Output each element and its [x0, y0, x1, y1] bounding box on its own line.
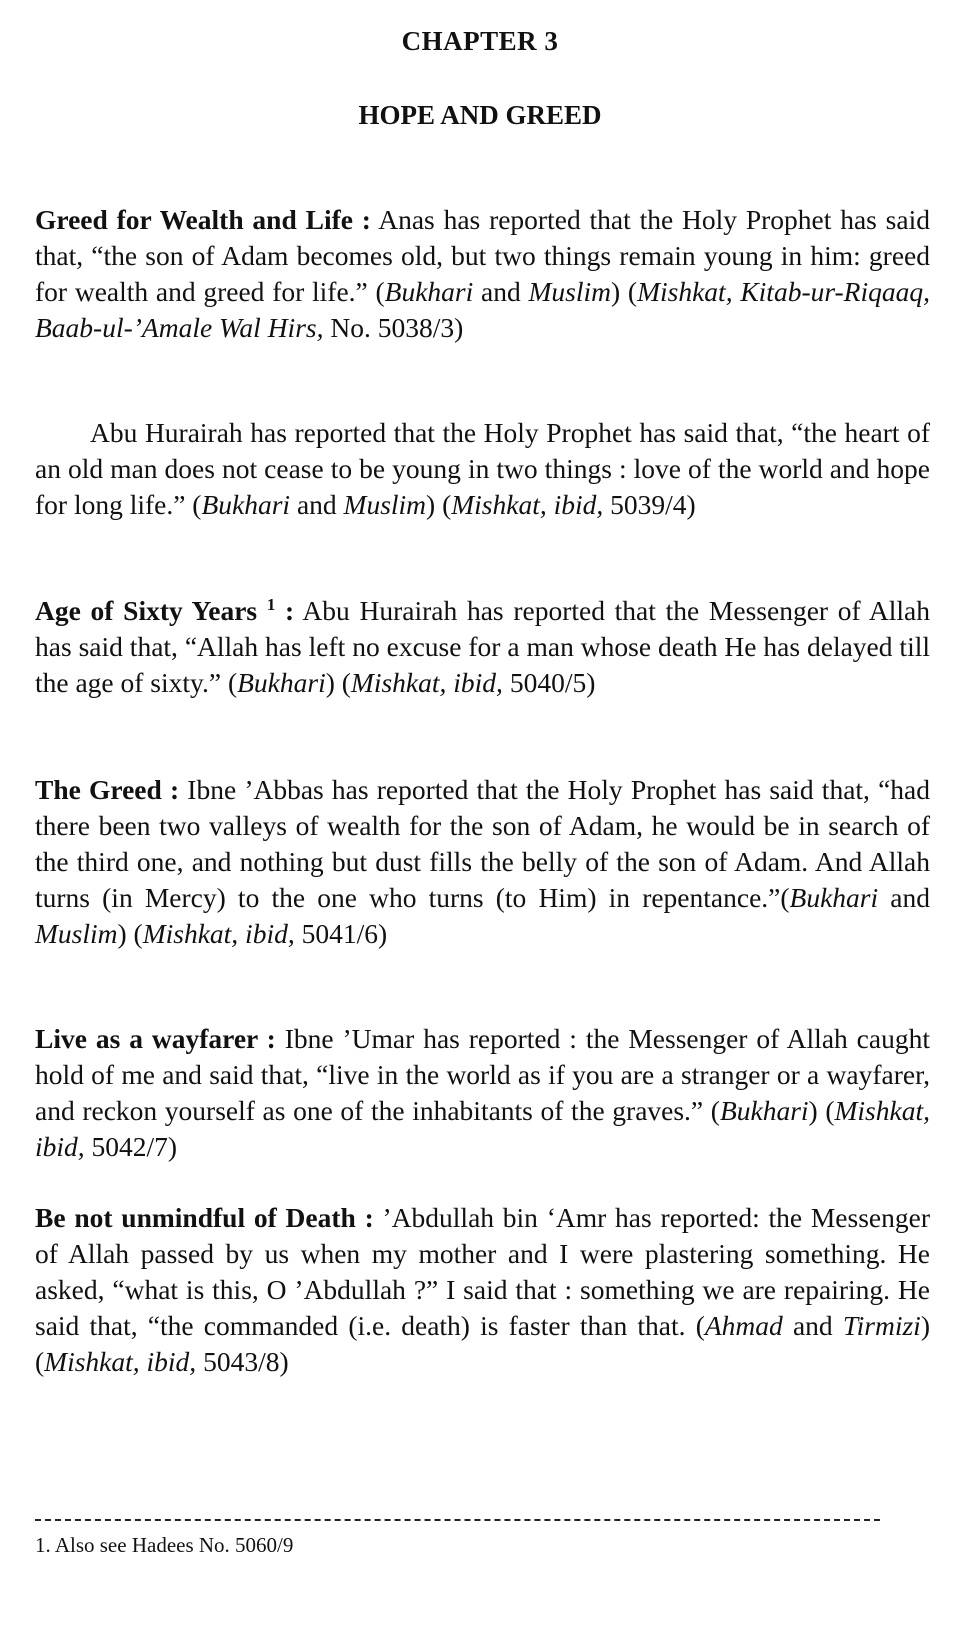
paragraph-text: and: [290, 489, 344, 520]
paragraph-text: ) (: [808, 1095, 835, 1126]
paragraph-text: ) (: [117, 918, 143, 949]
paragraph-text: 5039/4): [603, 489, 696, 520]
paragraph-text: Anas has reported that the Holy Prophet has said that, “the son of Adam becomes old, but two things remain young in him: greed for wealth and greed for life.” (: [35, 204, 930, 307]
chapter-number: CHAPTER 3: [401, 26, 559, 56]
paragraph-text: ) (: [35, 1310, 930, 1377]
citation-text: Mishkat, ibid,: [44, 1346, 197, 1377]
paragraph-text: No. 5038/3): [323, 312, 464, 343]
paragraph-heading: Be not unmindful of Death :: [35, 1202, 374, 1233]
paragraph-text: ) (: [611, 276, 638, 307]
paragraph-heading-end: :: [275, 595, 295, 626]
citation-text: Mishkat, ibid,: [451, 489, 604, 520]
citation-text: Tirmizi: [842, 1310, 921, 1341]
paragraph-heading: The Greed :: [35, 774, 180, 805]
citation-text: Bukhari: [789, 882, 879, 913]
paragraph-heading: Greed for Wealth and Life :: [35, 204, 371, 235]
paragraph-text: Ibne ’Abbas has reported that the Holy Prophet has said that, “had there been two valleys of wealth for the son of Adam, he would be in search of the third one, and nothing but dust fills the belly of the son of Adam. And Allah turns (in Mercy) to the one who turns (to Him) in repentance.”(: [35, 774, 930, 913]
citation-text: Bukhari: [201, 489, 291, 520]
paragraph-text: and: [782, 1310, 843, 1341]
citation-text: Bukhari: [384, 276, 474, 307]
citation-text: Bukhari: [237, 667, 326, 698]
citation-text: Ahmad: [704, 1310, 783, 1341]
citation-text: Mishkat, ibid,: [35, 1095, 930, 1162]
footnote-divider: [35, 1519, 880, 1521]
paragraph-text: Ibne ’Umar has reported : the Messenger of Allah caught hold of me and said that, “live in the world as if you are a stranger or a wayfarer, and reckon yourself as one of the inhabitants of the graves.” (: [35, 1023, 930, 1126]
paragraph-live-as-wayfarer: [35, 1021, 930, 1165]
chapter-title: HOPE AND GREED: [358, 100, 602, 130]
citation-text: Muslim: [35, 918, 118, 949]
paragraph-text: 5042/7): [84, 1131, 178, 1162]
paragraph-text: ) (: [325, 667, 351, 698]
paragraph-heading: Age of Sixty Years: [35, 595, 258, 626]
citation-text: Mishkat, Kitab-ur-Riqaaq, Baab-ul-’Amale Wal Hirs,: [35, 276, 930, 343]
footnote-text: 1. Also see Hadees No. 5060/9: [35, 1533, 294, 1557]
citation-text: Mishkat, ibid,: [350, 667, 503, 698]
paragraph-text: 5041/6): [294, 918, 388, 949]
paragraph-age-of-sixty: [35, 593, 930, 701]
paragraph-unmindful-of-death: [35, 1200, 930, 1380]
citation-text: Muslim: [528, 276, 612, 307]
paragraph-text: 5043/8): [196, 1346, 289, 1377]
paragraph-text: ’Abdullah bin ‘Amr has reported: the Messenger of Allah passed by us when my mother and I were plastering something. He asked, “what is this, O ’Abdullah ?” I said that : something we are repairing. He said that, “the commanded (i.e. death) is faster than that. (: [35, 1202, 930, 1341]
paragraph-the-greed: [35, 772, 930, 952]
paragraph-text: ) (: [426, 489, 452, 520]
citation-text: Muslim: [343, 489, 427, 520]
paragraph-text: Abu Hurairah has reported that the Messenger of Allah has said that, “Allah has left no excuse for a man whose death He has delayed till the age of sixty.” (: [35, 595, 930, 698]
citation-text: Mishkat, ibid,: [142, 918, 295, 949]
paragraph-greed-wealth-life: [35, 202, 930, 346]
citation-text: Bukhari: [719, 1095, 809, 1126]
paragraph-heading: Live as a wayfarer :: [35, 1023, 276, 1054]
paragraph-text: Abu Hurairah has reported that the Holy Prophet has said that, “the heart of an old man does not cease to be young in two things : love of the world and hope for long life.” (: [35, 417, 930, 520]
paragraph-old-man-heart: [35, 415, 930, 523]
paragraph-text: 5040/5): [502, 667, 596, 698]
paragraph-text: and: [878, 882, 930, 913]
paragraph-text: and: [473, 276, 529, 307]
footnote-marker: 1: [266, 594, 276, 614]
